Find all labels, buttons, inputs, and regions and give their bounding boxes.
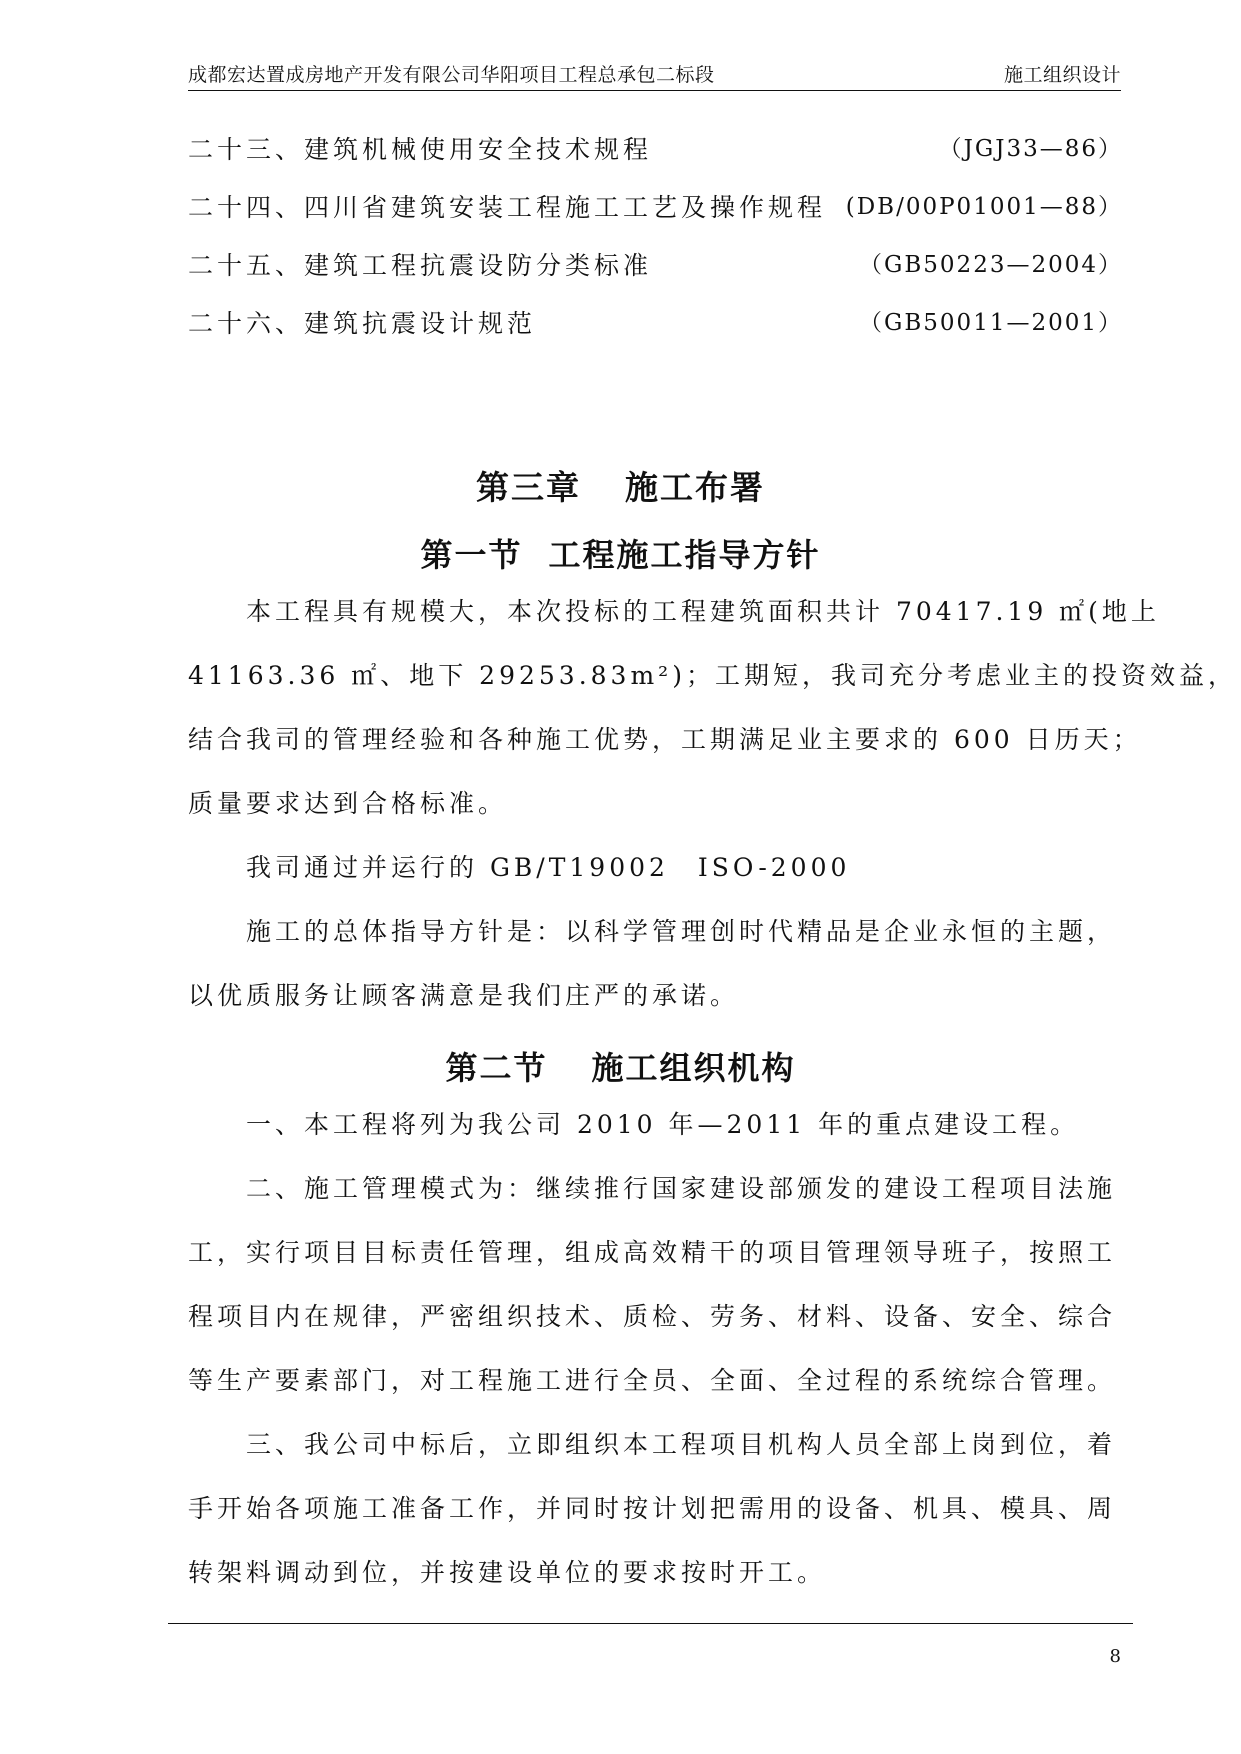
- standard-code: （GB50011—2001）: [859, 310, 1123, 336]
- paragraph-line: 三、我公司中标后，立即组织本工程项目机构人员全部上岗到位，着: [246, 1430, 1117, 1459]
- standard-code: (DB/00P01001—88）: [845, 194, 1123, 220]
- paragraph-line: 转架料调动到位，并按建设单位的要求按时开工。: [188, 1558, 827, 1587]
- paragraph-policy: [188, 912, 1118, 1040]
- standard-item: [188, 246, 1123, 282]
- standard-item: [188, 304, 1123, 340]
- header-project-title: 成都宏达置成房地产开发有限公司华阳项目工程总承包二标段: [188, 64, 715, 86]
- standard-code: （JGJ33—86）: [938, 136, 1123, 162]
- page-number: 8: [1109, 1646, 1121, 1667]
- section-heading: [0, 530, 1241, 576]
- paragraph-line: 二、施工管理模式为：继续推行国家建设部颁发的建设工程项目法施: [246, 1174, 1117, 1203]
- header-document-type: 施工组织设计: [1003, 64, 1121, 86]
- section-heading: [0, 1043, 1241, 1089]
- paragraph-line: 结合我司的管理经验和各种施工优势，工期满足业主要求的 600 日历天；: [188, 725, 1142, 754]
- paragraph-line: 程项目内在规律，严密组织技术、质检、劳务、材料、设备、安全、综合: [188, 1302, 1117, 1331]
- section-title: 工程施工指导方针: [548, 536, 821, 574]
- standard-name: 二十四、四川省建筑安装工程施工工艺及操作规程: [188, 193, 827, 222]
- paragraph-line: 一、本工程将列为我公司 2010 年—2011 年的重点建设工程。: [246, 1110, 1080, 1139]
- chapter-heading: [0, 462, 1241, 509]
- paragraph-line: 我司通过并运行的 GB/T19002 ISO-2000: [246, 853, 851, 882]
- header-divider: [188, 90, 1121, 91]
- list-item: [188, 1425, 1118, 1617]
- section-title: 施工组织机构: [591, 1049, 796, 1087]
- list-item: [188, 1105, 1118, 1169]
- section-number: 第一节: [420, 536, 523, 574]
- standard-name: 二十六、建筑抗震设计规范: [188, 309, 537, 338]
- paragraph-line: 工，实行项目目标责任管理，组成高效精干的项目管理领导班子，按照工: [188, 1238, 1117, 1267]
- footer-divider: [168, 1623, 1133, 1624]
- standard-code: （GB50223—2004）: [859, 252, 1123, 278]
- paragraph-guideline: [188, 592, 1237, 848]
- paragraph-line: 以优质服务让顾客满意是我们庄严的承诺。: [188, 981, 740, 1010]
- standard-name: 二十三、建筑机械使用安全技术规程: [188, 135, 653, 164]
- paragraph-line: 质量要求达到合格标准。: [188, 789, 508, 818]
- paragraph-certification: [188, 848, 1118, 912]
- chapter-title: 施工布署: [625, 468, 765, 507]
- standard-item: [188, 130, 1123, 166]
- paragraph-line: 等生产要素部门，对工程施工进行全员、全面、全过程的系统综合管理。: [188, 1366, 1117, 1395]
- standard-item: [188, 188, 1123, 224]
- list-item: [188, 1169, 1118, 1425]
- paragraph-line: 本工程具有规模大，本次投标的工程建筑面积共计 70417.19 ㎡(地上: [246, 597, 1160, 626]
- chapter-number: 第三章: [476, 468, 581, 507]
- paragraph-line: 41163.36 ㎡、地下 29253.83m²)；工期短，我司充分考虑业主的投资效益，: [188, 661, 1237, 690]
- standard-name: 二十五、建筑工程抗震设防分类标准: [188, 251, 653, 280]
- section-number: 第二节: [445, 1049, 548, 1087]
- page-header: [188, 60, 1121, 90]
- paragraph-line: 施工的总体指导方针是：以科学管理创时代精品是企业永恒的主题，: [246, 917, 1117, 946]
- paragraph-line: 手开始各项施工准备工作，并同时按计划把需用的设备、机具、模具、周: [188, 1494, 1117, 1523]
